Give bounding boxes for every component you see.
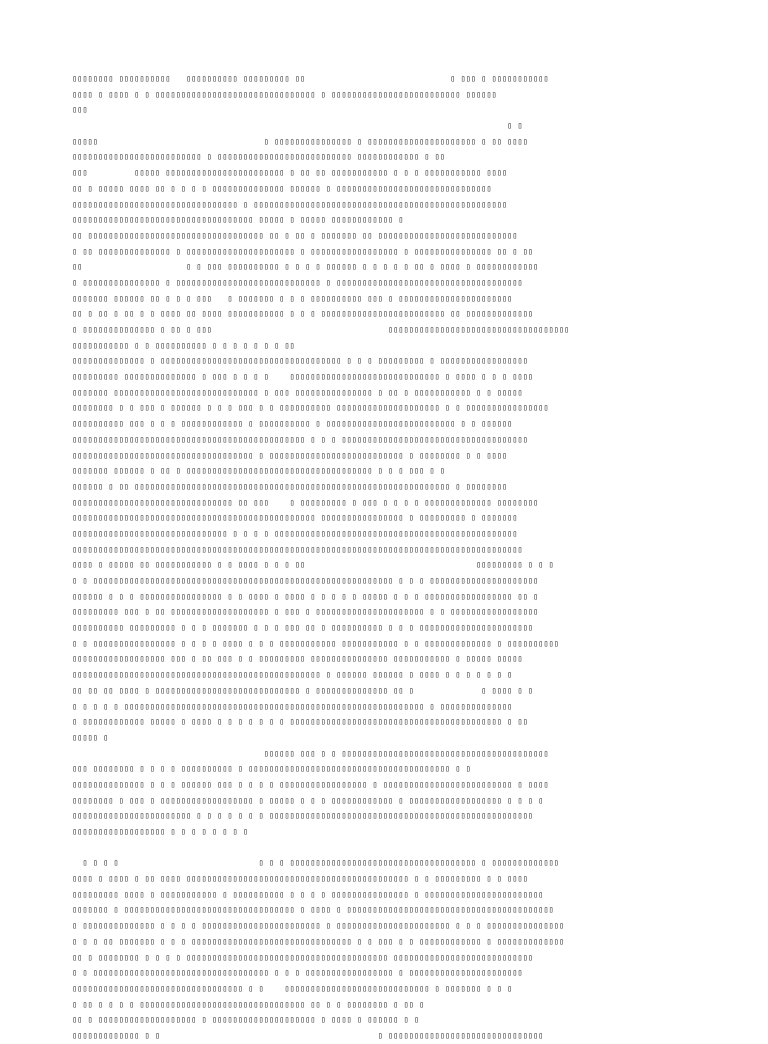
text-line: ▯ ▯▯ ▯▯▯▯▯▯▯▯▯▯▯▯▯▯ ▯ ▯▯▯▯▯▯▯▯▯▯▯▯▯▯▯▯▯▯▯▯▯ ▯ ▯▯▯▯▯▯▯▯▯▯▯▯▯▯▯▯▯ ▯ ▯▯▯▯▯▯▯▯▯▯▯▯▯▯▯ ▯▯ ▯ ▯▯ bbox=[72, 245, 533, 256]
text-line: ▯ ▯▯▯▯▯▯▯▯▯▯▯▯▯▯▯ ▯ ▯▯▯▯▯▯▯▯▯▯▯▯▯▯▯▯▯▯▯▯▯▯▯▯▯▯▯▯ ▯ ▯▯▯▯▯▯▯▯▯▯▯▯▯▯▯▯▯▯▯▯▯▯▯▯▯▯▯▯▯▯▯▯▯▯▯▯ bbox=[72, 276, 523, 287]
text-line: ▯▯▯▯▯▯▯▯▯ ▯▯▯▯▯▯▯▯▯▯▯▯▯▯ ▯ ▯▯▯ ▯ ▯ ▯ ▯ ▯▯▯▯▯▯▯▯▯▯▯▯▯▯▯▯▯▯▯▯▯▯▯▯▯▯▯▯▯ ▯ ▯▯▯▯ ▯ ▯ ▯ ▯▯▯▯ bbox=[72, 371, 533, 382]
text-line: ▯▯▯▯▯▯▯▯▯▯▯▯▯▯▯▯▯▯▯▯▯▯▯▯▯▯▯▯▯▯▯▯▯▯▯▯▯▯▯▯▯▯▯▯▯▯▯▯▯▯▯▯▯▯▯▯▯▯▯▯▯▯▯▯▯▯▯▯▯▯▯▯▯▯▯▯▯▯▯▯▯▯▯▯▯▯▯ bbox=[72, 543, 523, 554]
text-line: ▯▯▯▯▯▯▯▯▯▯▯▯▯▯▯▯▯▯▯▯▯▯▯▯▯▯▯▯▯▯▯▯▯▯▯ ▯▯▯▯▯ ▯ ▯▯▯▯▯ ▯▯▯▯▯▯▯▯▯▯▯▯ ▯ bbox=[72, 214, 404, 225]
text-line: ▯▯▯▯▯▯▯▯▯▯▯▯▯▯▯▯▯▯▯▯▯▯▯▯▯▯▯▯▯▯ ▯ ▯ ▯ ▯ ▯▯▯▯▯▯▯▯▯▯▯▯▯▯▯▯▯▯▯▯▯▯▯▯▯▯▯▯▯▯▯▯▯▯▯▯▯▯▯▯▯▯▯▯▯▯▯ bbox=[72, 527, 518, 538]
text-line: ▯▯▯▯▯▯▯▯▯▯▯▯▯▯▯▯▯▯▯▯▯▯▯▯▯▯▯▯▯▯▯▯▯▯▯▯▯▯▯▯▯▯▯▯▯▯▯ ▯▯▯▯▯▯▯▯▯▯▯▯▯▯▯▯ ▯ ▯▯▯▯▯▯▯▯▯ ▯ ▯▯▯▯▯▯▯ bbox=[72, 512, 518, 523]
text-line: ▯▯▯▯▯ ▯ ▯▯▯▯▯▯▯▯▯▯▯▯▯▯▯ ▯ ▯▯▯▯▯▯▯▯▯▯▯▯▯▯▯▯▯▯▯▯▯ ▯ ▯▯ ▯▯▯▯ bbox=[72, 135, 528, 146]
text-line: ▯▯▯▯▯▯ ▯ ▯▯ ▯▯▯▯▯▯▯▯▯▯▯▯▯▯▯▯▯▯▯▯▯▯▯▯▯▯▯▯▯▯▯▯▯▯▯▯▯▯▯▯▯▯▯▯▯▯▯▯▯▯▯▯▯▯▯▯▯▯▯▯▯ ▯ ▯▯▯▯▯▯▯▯ bbox=[72, 480, 508, 491]
text-line: ▯▯ ▯ ▯▯▯▯▯▯▯▯▯▯▯▯▯▯▯▯▯▯▯ ▯ ▯▯▯▯▯▯▯▯▯▯▯▯▯▯▯▯▯▯▯▯ ▯ ▯▯▯▯ ▯ ▯▯▯▯▯▯ ▯ ▯ bbox=[72, 1014, 420, 1025]
text-line: ▯▯▯▯▯▯▯▯▯▯▯▯▯ ▯ ▯ ▯ ▯▯▯▯▯▯▯▯▯▯▯▯▯▯▯▯▯▯▯▯▯▯▯▯▯▯▯▯▯▯ bbox=[72, 1029, 544, 1040]
text-line: ▯ ▯ bbox=[72, 120, 523, 131]
text-line: ▯ ▯▯▯▯▯▯▯▯▯▯▯▯▯▯ ▯ ▯ ▯ ▯ ▯▯▯▯▯▯▯▯▯▯▯▯▯▯▯▯▯▯▯▯▯▯▯ ▯ ▯▯▯▯▯▯▯▯▯▯▯▯▯▯▯▯▯▯▯▯▯▯ ▯ ▯ ▯ ▯▯▯▯▯▯▯▯▯▯▯▯▯▯▯ bbox=[72, 920, 565, 931]
text-line: ▯▯▯▯▯▯ ▯ ▯ ▯ ▯▯▯▯▯▯▯▯▯▯▯▯▯▯▯▯ ▯ ▯ ▯▯▯▯ ▯ ▯▯▯▯ ▯ ▯ ▯ ▯ ▯ ▯▯▯▯▯ ▯ ▯ ▯ ▯▯▯▯▯▯▯▯▯▯▯▯▯▯▯▯▯ ▯▯ ▯ bbox=[72, 590, 539, 601]
text-line: ▯▯▯▯▯▯▯▯ ▯ ▯▯▯ ▯ ▯▯▯▯▯▯▯▯▯▯▯▯▯▯▯▯▯▯ ▯ ▯▯▯▯▯ ▯ ▯ ▯ ▯▯▯▯▯▯▯▯▯▯▯▯ ▯ ▯▯▯▯▯▯▯▯▯▯▯▯▯▯▯▯▯▯ ▯ ▯ ▯ ▯ bbox=[72, 794, 544, 805]
text-line bbox=[72, 840, 697, 856]
text-line: ▯▯ ▯ ▯ ▯▯▯ ▯▯▯▯▯▯▯▯▯▯ ▯ ▯ ▯ ▯ ▯▯▯▯▯▯ ▯ ▯ ▯ ▯ ▯ ▯▯ ▯ ▯▯▯▯ ▯ ▯▯▯▯▯▯▯▯▯▯▯▯ bbox=[72, 261, 539, 272]
text-line: ▯▯▯▯ ▯ ▯▯▯▯ ▯ ▯ ▯▯▯▯▯▯▯▯▯▯▯▯▯▯▯▯▯▯▯▯▯▯▯▯▯▯▯▯▯▯▯ ▯ ▯▯▯▯▯▯▯▯▯▯▯▯▯▯▯▯▯▯▯▯▯▯▯▯▯ ▯▯▯▯▯▯ bbox=[72, 88, 497, 99]
text-line: ▯ ▯ ▯▯▯▯▯▯▯▯▯▯▯▯▯▯▯▯▯▯▯▯▯▯▯▯▯▯▯▯▯▯▯▯▯▯▯▯▯▯▯▯▯▯▯▯▯▯▯▯▯▯▯▯▯▯▯▯▯▯ ▯ ▯ ▯ ▯▯▯▯▯▯▯▯▯▯▯▯▯▯▯▯▯▯▯▯▯ bbox=[72, 575, 539, 585]
text-line: ▯▯▯▯▯▯▯▯▯▯▯▯▯▯▯▯▯▯ ▯▯▯ ▯ ▯▯ ▯▯▯ ▯ ▯ ▯▯▯▯▯▯▯▯▯ ▯▯▯▯▯▯▯▯▯▯▯▯▯▯▯ ▯▯▯▯▯▯▯▯▯▯▯ ▯ ▯▯▯▯▯ ▯▯▯▯▯ bbox=[72, 653, 523, 664]
text-line: ▯▯▯▯▯▯▯▯▯▯▯▯▯▯▯▯▯▯ ▯ ▯ ▯ ▯ ▯ ▯ ▯ ▯ bbox=[72, 826, 249, 836]
text-line: ▯▯▯▯▯▯ ▯▯▯ ▯ ▯ ▯▯▯▯▯▯▯▯▯▯▯▯▯▯▯▯▯▯▯▯▯▯▯▯▯▯▯▯▯▯▯▯▯▯▯▯▯▯▯▯ bbox=[72, 747, 549, 758]
text-line: ▯▯▯▯▯▯▯▯▯▯▯ ▯ ▯ ▯▯▯▯▯▯▯▯▯▯ ▯ ▯ ▯ ▯ ▯ ▯ ▯ ▯▯ bbox=[72, 339, 295, 350]
text-line: ▯▯ ▯▯ ▯▯ ▯▯▯▯ ▯ ▯▯▯▯▯▯▯▯▯▯▯▯▯▯▯▯▯▯▯▯▯▯▯▯▯▯▯▯ ▯ ▯▯▯▯▯▯▯▯▯▯▯▯▯▯ ▯▯ ▯ ▯ ▯▯▯▯ ▯ ▯ bbox=[72, 684, 533, 695]
text-line: ▯▯▯▯▯▯▯ ▯▯▯▯▯▯ ▯ ▯▯ ▯ ▯▯▯▯▯▯▯▯▯▯▯▯▯▯▯▯▯▯▯▯▯▯▯▯▯▯▯▯▯▯▯▯▯▯▯▯ ▯ ▯ ▯ ▯▯▯ ▯ ▯ bbox=[72, 465, 445, 476]
text-line: ▯▯▯▯▯▯▯▯▯▯▯▯▯▯▯▯▯▯▯▯▯▯▯▯▯▯▯▯▯▯▯▯▯▯▯▯▯▯▯▯▯▯▯▯▯ ▯ ▯ ▯ ▯▯▯▯▯▯▯▯▯▯▯▯▯▯▯▯▯▯▯▯▯▯▯▯▯▯▯▯▯▯▯▯▯▯▯▯ bbox=[72, 433, 528, 444]
text-line: ▯▯▯▯▯▯▯▯▯▯▯▯▯▯▯▯▯▯▯▯▯▯▯ ▯ ▯ ▯ ▯ ▯ ▯ ▯ ▯▯▯▯▯▯▯▯▯▯▯▯▯▯▯▯▯▯▯▯▯▯▯▯▯▯▯▯▯▯▯▯▯▯▯▯▯▯▯▯▯▯▯▯▯▯▯▯▯▯▯ bbox=[72, 810, 533, 821]
text-line: ▯▯▯▯▯▯▯▯▯▯▯▯▯▯▯▯▯▯▯▯▯▯▯▯▯▯▯▯▯▯▯▯▯▯▯ ▯ ▯▯▯▯▯▯▯▯▯▯▯▯▯▯▯▯▯▯▯▯▯▯▯▯▯▯ ▯ ▯▯▯▯▯▯▯▯ ▯ ▯ ▯▯▯▯ bbox=[72, 449, 508, 460]
text-line: ▯ ▯ ▯▯▯▯▯▯▯▯▯▯▯▯▯▯▯▯ ▯ ▯ ▯ ▯ ▯▯▯▯ ▯ ▯ ▯ ▯▯▯▯▯▯▯▯▯▯▯ ▯▯▯▯▯▯▯▯▯▯▯ ▯ ▯ ▯▯▯▯▯▯▯▯▯▯▯▯▯ ▯ ▯▯▯▯▯▯▯▯▯▯ bbox=[72, 637, 559, 648]
text-line: ▯▯▯ ▯▯▯▯▯ ▯▯▯▯▯▯▯▯▯▯▯▯▯▯▯▯▯▯▯▯▯▯▯ ▯ ▯▯ ▯▯ ▯▯▯▯▯▯▯▯▯▯▯ ▯ ▯ ▯ ▯▯▯▯▯▯▯▯▯▯▯ ▯▯▯▯ bbox=[72, 167, 508, 178]
document-body bbox=[72, 71, 697, 1044]
text-line: ▯ ▯ ▯ ▯ ▯ ▯ ▯ ▯▯▯▯▯▯▯▯▯▯▯▯▯▯▯▯▯▯▯▯▯▯▯▯▯▯▯▯▯▯▯▯▯▯▯▯ ▯ ▯▯▯▯▯▯▯▯▯▯▯▯▯ bbox=[72, 857, 559, 868]
text-line: ▯ ▯▯ ▯ ▯ ▯ ▯ ▯▯▯▯▯▯▯▯▯▯▯▯▯▯▯▯▯▯▯▯▯▯▯▯▯▯▯▯▯▯▯▯ ▯▯ ▯ ▯ ▯▯▯▯▯▯▯▯ ▯ ▯▯ ▯ bbox=[72, 998, 425, 1009]
text-line: ▯▯▯ bbox=[72, 104, 88, 115]
text-line: ▯ ▯ ▯ ▯ ▯ ▯▯▯▯▯▯▯▯▯▯▯▯▯▯▯▯▯▯▯▯▯▯▯▯▯▯▯▯▯▯▯▯▯▯▯▯▯▯▯▯▯▯▯▯▯▯▯▯▯▯▯▯▯▯▯▯▯▯ ▯ ▯▯▯▯▯▯▯▯▯▯▯▯▯▯ bbox=[72, 700, 513, 711]
text-line: ▯▯ ▯ ▯▯ ▯ ▯▯ ▯ ▯ ▯▯▯▯ ▯▯ ▯▯▯▯ ▯▯▯▯▯▯▯▯▯▯▯ ▯ ▯ ▯ ▯▯▯▯▯▯▯▯▯▯▯▯▯▯▯▯▯▯▯▯▯▯▯▯ ▯▯ ▯▯▯▯▯▯▯▯▯▯▯▯▯ bbox=[72, 308, 533, 319]
text-line: ▯▯▯▯▯▯▯▯▯▯▯▯▯▯▯▯▯▯▯▯▯▯▯▯▯▯▯▯▯▯▯▯▯ ▯ ▯ ▯▯▯▯▯▯▯▯▯▯▯▯▯▯▯▯▯▯▯▯▯▯▯▯▯▯▯▯ ▯ ▯▯▯▯▯▯▯ ▯ ▯ ▯ bbox=[72, 982, 513, 993]
text-line: ▯ ▯▯▯▯▯▯▯▯▯▯▯▯▯▯ ▯ ▯▯ ▯ ▯▯▯ ▯▯▯▯▯▯▯▯▯▯▯▯▯▯▯▯▯▯▯▯▯▯▯▯▯▯▯▯▯▯▯▯▯▯▯ bbox=[72, 324, 570, 334]
text-line: ▯▯ ▯ ▯▯▯▯▯▯▯▯ ▯ ▯ ▯ ▯ ▯▯▯▯▯▯▯▯▯▯▯▯▯▯▯▯▯▯▯▯▯▯▯▯▯▯▯▯▯▯▯▯▯▯▯▯▯▯▯ ▯▯▯▯▯▯▯▯▯▯▯▯▯▯▯▯▯▯▯▯▯▯▯▯▯▯▯ bbox=[72, 951, 533, 962]
text-line: ▯▯▯▯▯▯▯ ▯ ▯▯▯▯▯▯▯▯▯▯▯▯▯▯▯▯▯▯▯▯▯▯▯▯▯▯▯▯▯▯▯▯▯ ▯ ▯▯▯▯ ▯ ▯▯▯▯▯▯▯▯▯▯▯▯▯▯▯▯▯▯▯▯▯▯▯▯▯▯▯▯▯▯▯▯▯▯▯▯▯▯▯▯ bbox=[72, 904, 554, 915]
text-line: ▯▯▯▯▯ ▯ bbox=[72, 731, 109, 742]
text-line: ▯▯ ▯▯▯▯▯▯▯▯▯▯▯▯▯▯▯▯▯▯▯▯▯▯▯▯▯▯▯▯▯▯▯▯▯▯ ▯▯ ▯ ▯▯ ▯ ▯▯▯▯▯▯▯ ▯▯ ▯▯▯▯▯▯▯▯▯▯▯▯▯▯▯▯▯▯▯▯▯▯▯▯▯▯▯ bbox=[72, 229, 518, 240]
text-line: ▯▯▯▯▯▯▯ ▯▯▯▯▯▯ ▯▯ ▯ ▯ ▯ ▯▯▯ ▯ ▯▯▯▯▯▯▯ ▯ ▯ ▯ ▯▯▯▯▯▯▯▯▯▯ ▯▯▯ ▯ ▯▯▯▯▯▯▯▯▯▯▯▯▯▯▯▯▯▯▯▯▯▯ bbox=[72, 292, 513, 303]
text-line: ▯▯▯▯▯▯▯▯▯▯▯▯▯▯▯▯▯▯▯▯▯▯▯▯▯ ▯ ▯▯▯▯▯▯▯▯▯▯▯▯▯▯▯▯▯▯▯▯▯▯▯▯▯▯ ▯▯▯▯▯▯▯▯▯▯▯▯ ▯ ▯▯ bbox=[72, 151, 445, 162]
text-line: ▯▯▯ ▯▯▯▯▯▯▯▯ ▯ ▯ ▯ ▯ ▯▯▯▯▯▯▯▯▯▯ ▯ ▯▯▯▯▯▯▯▯▯▯▯▯▯▯▯▯▯▯▯▯▯▯▯▯▯▯▯▯▯▯▯▯▯▯▯▯▯▯▯ ▯ ▯ bbox=[72, 763, 471, 774]
text-line: ▯ ▯ ▯ ▯▯ ▯▯▯▯▯▯▯ ▯ ▯ ▯ ▯▯▯▯▯▯▯▯▯▯▯▯▯▯▯▯▯▯▯▯▯▯▯▯▯▯▯▯▯▯▯ ▯ ▯ ▯▯▯ ▯ ▯ ▯▯▯▯▯▯▯▯▯▯▯▯ ▯ ▯▯▯▯▯▯▯▯▯▯▯▯▯ bbox=[72, 935, 565, 946]
text-line: ▯▯▯▯▯▯▯▯▯▯▯▯▯▯ ▯ ▯▯▯▯▯▯▯▯▯▯▯▯▯▯▯▯▯▯▯▯▯▯▯▯▯▯▯▯▯▯▯▯▯▯▯ ▯ ▯ ▯ ▯▯▯▯▯▯▯▯▯ ▯ ▯▯▯▯▯▯▯▯▯▯▯▯▯▯▯▯▯ bbox=[72, 355, 528, 366]
text-line: ▯▯ ▯ ▯▯▯▯▯ ▯▯▯▯ ▯▯ ▯ ▯ ▯ ▯ ▯▯▯▯▯▯▯▯▯▯▯▯▯▯ ▯▯▯▯▯▯ ▯ ▯▯▯▯▯▯▯▯▯▯▯▯▯▯▯▯▯▯▯▯▯▯▯▯▯▯▯▯▯▯ bbox=[72, 182, 492, 193]
text-line: ▯▯▯▯▯▯▯▯ ▯▯▯▯▯▯▯▯▯▯ ▯▯▯▯▯▯▯▯▯▯ ▯▯▯▯▯▯▯▯▯ ▯▯ ▯ ▯▯▯ ▯ ▯▯▯▯▯▯▯▯▯▯▯ bbox=[72, 73, 549, 83]
text-line: ▯▯▯▯▯▯▯▯▯ ▯▯▯ ▯ ▯▯ ▯▯▯▯▯▯▯▯▯▯▯▯▯▯▯▯▯▯▯ ▯ ▯▯▯ ▯ ▯▯▯▯▯▯▯▯▯▯▯▯▯▯▯▯▯▯▯▯▯ ▯ ▯ ▯▯▯▯▯▯▯▯▯▯▯▯▯▯▯▯▯ bbox=[72, 606, 539, 617]
text-line: ▯▯▯▯▯▯▯▯▯▯▯▯▯▯▯▯▯▯▯▯▯▯▯▯▯▯▯▯▯▯▯▯▯▯▯▯▯▯▯▯▯▯▯▯▯▯▯▯ ▯ ▯▯▯▯▯▯ ▯▯▯▯▯▯ ▯ ▯▯▯▯ ▯ ▯ ▯ ▯ ▯ ▯ ▯ bbox=[72, 669, 513, 680]
text-line: ▯▯▯▯▯▯▯▯ ▯ ▯ ▯▯▯ ▯ ▯▯▯▯▯▯ ▯ ▯ ▯ ▯▯▯ ▯ ▯ ▯▯▯▯▯▯▯▯▯▯ ▯▯▯▯▯▯▯▯▯▯▯▯▯▯▯▯▯▯▯▯ ▯ ▯ ▯▯▯▯▯▯▯▯▯▯▯▯▯▯▯▯ bbox=[72, 402, 549, 413]
text-line: ▯▯▯▯▯▯▯▯▯ ▯▯▯▯ ▯ ▯▯▯▯▯▯▯▯▯▯▯ ▯ ▯▯▯▯▯▯▯▯▯▯ ▯ ▯ ▯ ▯ ▯▯▯▯▯▯▯▯▯▯▯▯▯▯▯ ▯ ▯▯▯▯▯▯▯▯▯▯▯▯▯▯▯▯▯▯▯▯▯▯▯ bbox=[72, 888, 544, 899]
text-line: ▯ ▯ ▯▯▯▯▯▯▯▯▯▯▯▯▯▯▯▯▯▯▯▯▯▯▯▯▯▯▯▯▯▯▯▯▯▯ ▯ ▯ ▯ ▯▯▯▯▯▯▯▯▯▯▯▯▯▯▯▯▯ ▯ ▯▯▯▯▯▯▯▯▯▯▯▯▯▯▯▯▯▯▯▯▯▯ bbox=[72, 967, 523, 978]
text-line: ▯▯▯▯▯▯▯ ▯▯▯▯▯▯▯▯▯▯▯▯▯▯▯▯▯▯▯▯▯▯▯▯▯▯▯▯ ▯ ▯▯▯ ▯▯▯▯▯▯▯▯▯▯▯▯▯▯▯ ▯ ▯▯ ▯ ▯▯▯▯▯▯▯▯▯▯▯ ▯ ▯ ▯▯▯▯▯ bbox=[72, 386, 523, 397]
text-line: ▯ ▯▯▯▯▯▯▯▯▯▯▯▯ ▯▯▯▯▯ ▯ ▯▯▯▯ ▯ ▯ ▯ ▯ ▯ ▯ ▯ ▯▯▯▯▯▯▯▯▯▯▯▯▯▯▯▯▯▯▯▯▯▯▯▯▯▯▯▯▯▯▯▯▯▯▯▯▯▯▯▯▯ ▯ ▯▯ bbox=[72, 716, 528, 727]
text-line: ▯▯▯▯▯▯▯▯▯▯▯▯▯▯▯▯▯▯▯▯▯▯▯▯▯▯▯▯▯▯▯▯ ▯ ▯▯▯▯▯▯▯▯▯▯▯▯▯▯▯▯▯▯▯▯▯▯▯▯▯▯▯▯▯▯▯▯▯▯▯▯▯▯▯▯▯▯▯▯▯▯▯▯▯ bbox=[72, 198, 508, 209]
text-line: ▯▯▯▯ ▯ ▯▯▯▯▯ ▯▯ ▯▯▯▯▯▯▯▯▯▯▯ ▯ ▯ ▯▯▯▯ ▯ ▯ ▯ ▯▯ ▯▯▯▯▯▯▯▯▯ ▯ ▯ ▯ bbox=[72, 559, 554, 570]
text-line: ▯▯▯▯ ▯ ▯▯▯▯ ▯ ▯▯ ▯▯▯▯ ▯▯▯▯▯▯▯▯▯▯▯▯▯▯▯▯▯▯▯▯▯▯▯▯▯▯▯▯▯▯▯▯▯▯▯▯▯▯▯▯▯▯▯ ▯ ▯ ▯▯▯▯▯▯▯▯▯ ▯ ▯ ▯▯▯▯ bbox=[72, 873, 528, 884]
text-line: ▯▯▯▯▯▯▯▯▯▯▯▯▯▯ ▯ ▯ ▯ ▯▯▯▯▯▯ ▯▯▯ ▯ ▯ ▯ ▯ ▯▯▯▯▯▯▯▯▯▯▯▯▯▯▯▯▯ ▯ ▯▯▯▯▯▯▯▯▯▯▯▯▯▯▯▯▯▯▯▯▯▯▯▯▯ ▯ ▯▯▯▯ bbox=[72, 778, 549, 789]
text-line: ▯▯▯▯▯▯▯▯▯▯ ▯▯▯▯▯▯▯▯▯ ▯ ▯ ▯ ▯▯▯▯▯▯▯ ▯ ▯ ▯ ▯▯▯ ▯▯ ▯ ▯▯▯▯▯▯▯▯▯▯ ▯ ▯ ▯ ▯▯▯▯▯▯▯▯▯▯▯▯▯▯▯▯▯▯▯▯▯▯ bbox=[72, 622, 533, 633]
text-line: ▯▯▯▯▯▯▯▯▯▯▯▯▯▯▯▯▯▯▯▯▯▯▯▯▯▯▯▯▯▯▯ ▯▯ ▯▯▯ ▯ ▯▯▯▯▯▯▯▯▯ ▯ ▯▯▯ ▯ ▯ ▯ ▯ ▯▯▯▯▯▯▯▯▯▯▯▯▯ ▯▯▯▯▯▯▯▯ bbox=[72, 496, 539, 507]
text-line: ▯▯▯▯▯▯▯▯▯▯ ▯▯▯ ▯ ▯ ▯ ▯▯▯▯▯▯▯▯▯▯▯▯ ▯ ▯▯▯▯▯▯▯▯▯▯ ▯ ▯▯▯▯▯▯▯▯▯▯▯▯▯▯▯▯▯▯▯▯▯▯▯▯▯ ▯ ▯ ▯▯▯▯▯▯ bbox=[72, 418, 513, 429]
